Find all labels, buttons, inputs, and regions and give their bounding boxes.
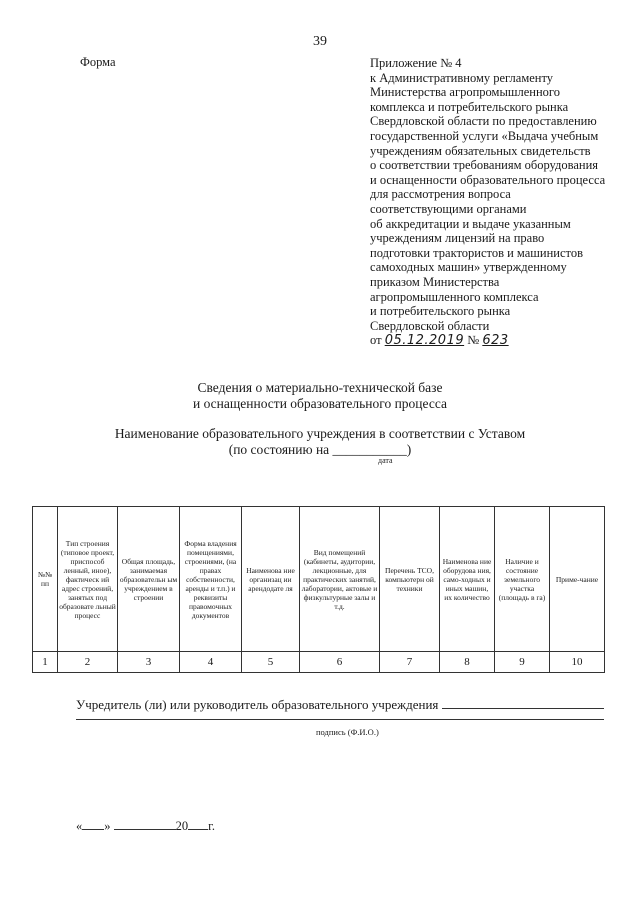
column-number: 1 (33, 652, 58, 673)
form-label: Форма (80, 55, 116, 69)
org-name-line: (по состоянию на ___________) (228, 442, 412, 457)
table-header-cell: Вид помещений (кабинеты, аудитории, лекционные, для практических занятий, лаборатории, актовые и физкультурные залы и т.д. (300, 507, 380, 652)
table-header-row (33, 507, 605, 652)
appendix-line: агропромышленного комплекса (370, 289, 539, 304)
appendix-line: комплекса и потребительского рынка (370, 99, 569, 114)
column-number: 9 (495, 652, 550, 673)
founder-label: Учредитель (ли) или руководитель образовательного учреждения (76, 697, 439, 712)
date-caption: дата (378, 456, 393, 465)
table-header-cell: Общая площадь, занимаемая образовательн ым учреждением в строении (118, 507, 180, 652)
appendix-line: Министерства агропромышленного (370, 85, 560, 100)
table-header-cell: №№ пп (33, 507, 58, 652)
from-label: от (370, 333, 382, 348)
title-line: Сведения о материально-технической базе (197, 380, 443, 395)
column-number: 7 (380, 652, 440, 673)
appendix-line: и оснащенности образовательного процесса (370, 172, 606, 187)
date-line (76, 818, 215, 834)
appendix-line: и потребительского рынка (370, 304, 511, 319)
table-header-cell: Тип строения (типовое проект, приспособ ленный, иное), фактическ ий адрес строений, занятых под образовате льный процесс (58, 507, 118, 652)
column-number: 4 (180, 652, 242, 673)
table-header-cell: Форма владения помещениями, строениями, (на правах собственности, аренды и т.п.) и реквизиты правомочных документов (180, 507, 242, 652)
month-blank (114, 818, 176, 830)
appendix-line: учреждениям обязательных свидетельств (370, 143, 591, 158)
page-number: 39 (313, 34, 327, 49)
year-blank (188, 818, 208, 830)
document-title (0, 380, 640, 412)
column-number: 10 (550, 652, 605, 673)
column-number: 6 (300, 652, 380, 673)
day-blank (82, 818, 104, 830)
org-name-line: Наименование образовательного учреждения в соответствии с Уставом (114, 426, 526, 441)
table-header-cell: Приме-чание (550, 507, 605, 652)
appendix-line: к Административному регламенту (370, 70, 554, 85)
handwritten-number: 623 (482, 333, 509, 349)
signature-caption: подпись (Ф.И.О.) (316, 727, 379, 737)
table-header-cell: Наименова ние организац ии арендодате ля (242, 507, 300, 652)
org-name-heading (0, 426, 640, 458)
number-label: № (467, 333, 480, 348)
appendix-line: государственной услуги «Выдача учебным (370, 128, 599, 143)
handwritten-date: 05.12.2019 (384, 333, 465, 349)
appendix-line: об аккредитации и выдаче указанным (370, 216, 571, 231)
table-header-cell: Перечень ТСО, компьютерн ой техники (380, 507, 440, 652)
appendix-line: Приложение № 4 (370, 56, 462, 70)
appendix-line: приказом Министерства (370, 274, 500, 289)
column-number: 2 (58, 652, 118, 673)
year-suffix: г. (208, 819, 215, 833)
appendix-date-line (370, 333, 620, 349)
appendix-line: учреждениям лицензий на право (370, 231, 545, 246)
open-quote: « (76, 819, 83, 833)
appendix-line: самоходных машин» утвержденному (370, 260, 567, 275)
table-header-cell: Наименова ние оборудова ния, само-ходных и иных машин, их количество (440, 507, 495, 652)
facilities-table (32, 506, 605, 673)
signature-blank (442, 696, 604, 709)
appendix-line: соответствующими органами (370, 201, 527, 216)
table-number-row (33, 652, 605, 673)
appendix-block (370, 56, 620, 349)
title-line: и оснащенности образовательного процесса (192, 396, 447, 411)
column-number: 8 (440, 652, 495, 673)
column-number: 3 (118, 652, 180, 673)
column-number: 5 (242, 652, 300, 673)
appendix-line: Свердловской области (370, 318, 490, 333)
year-prefix: 20 (175, 819, 189, 833)
appendix-line: Свердловской области по предоставлению (370, 114, 597, 129)
appendix-line: для рассмотрения вопроса (370, 187, 511, 202)
founder-signature-line (76, 696, 616, 713)
appendix-line: о соответствии требованиям оборудования (370, 158, 599, 173)
close-quote: » (104, 819, 111, 833)
appendix-line: подготовки трактористов и машинистов (370, 245, 583, 260)
table-header-cell: Наличие и состояние земельного участка (площадь в га) (495, 507, 550, 652)
signature-rule (76, 719, 604, 720)
